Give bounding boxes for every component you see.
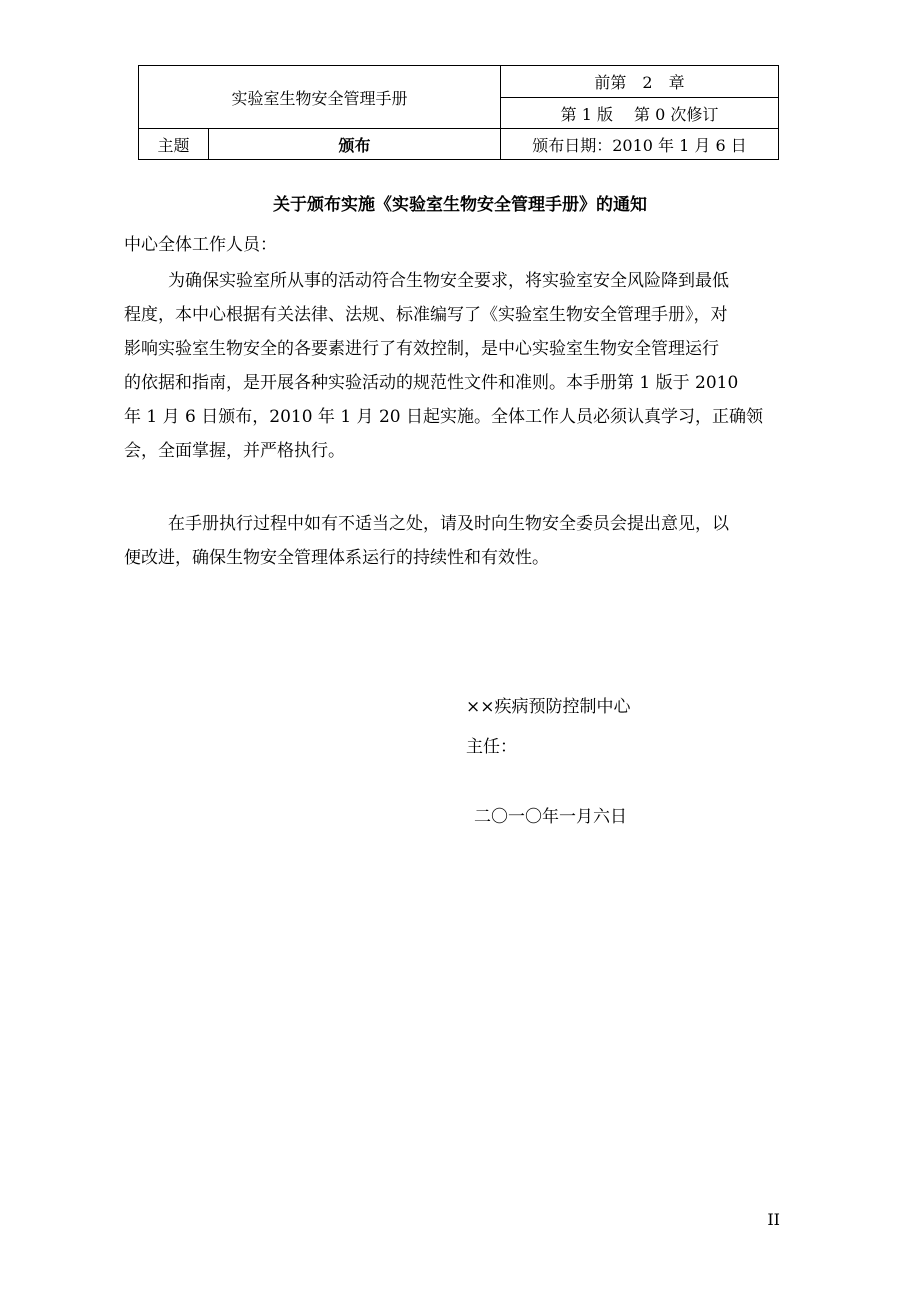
issue-date: 颁布日期：2010 年 1 月 6 日 xyxy=(501,129,779,160)
subject-label: 主题 xyxy=(139,129,209,160)
paragraph-1-line: 影响实验室生物安全的各要素进行了有效控制，是中心实验室生物安全管理运行 xyxy=(124,339,719,359)
paragraph-2-line: 便改进，确保生物安全管理体系运行的持续性和有效性。 xyxy=(124,548,549,568)
header-table xyxy=(138,65,779,160)
manual-title: 实验室生物安全管理手册 xyxy=(139,66,501,129)
paragraph-2 xyxy=(124,507,784,575)
paragraph-2-line: 在手册执行过程中如有不适当之处，请及时向生物安全委员会提出意见，以 xyxy=(168,514,729,534)
chapter-cell: 前第 2 章 xyxy=(501,66,779,98)
signature-organization: ××疾病预防控制中心 xyxy=(466,697,631,717)
paragraph-1-line: 为确保实验室所从事的活动符合生物安全要求，将实验室安全风险降到最低 xyxy=(168,271,729,291)
edition-cell: 第 1 版 第 0 次修订 xyxy=(501,98,779,129)
paragraph-1-line: 年 1 月 6 日颁布，2010 年 1 月 20 日起实施。全体工作人员必须认真学习，正确领 xyxy=(124,407,763,427)
document-title: 关于颁布实施《实验室生物安全管理手册》的通知 xyxy=(273,195,647,215)
salutation: 中心全体工作人员： xyxy=(124,235,277,255)
page-number: II xyxy=(767,1210,780,1229)
subject-value: 颁布 xyxy=(209,129,501,160)
signature-date: 二〇一〇年一月六日 xyxy=(474,807,627,827)
paragraph-1-line: 的依据和指南，是开展各种实验活动的规范性文件和准则。本手册第 1 版于 2010 xyxy=(124,373,739,393)
paragraph-1 xyxy=(124,264,784,468)
paragraph-1-line: 会，全面掌握，并严格执行。 xyxy=(124,441,345,461)
paragraph-1-line: 程度，本中心根据有关法律、法规、标准编写了《实验室生物安全管理手册》，对 xyxy=(124,305,728,325)
signature-director: 主任： xyxy=(466,737,517,757)
